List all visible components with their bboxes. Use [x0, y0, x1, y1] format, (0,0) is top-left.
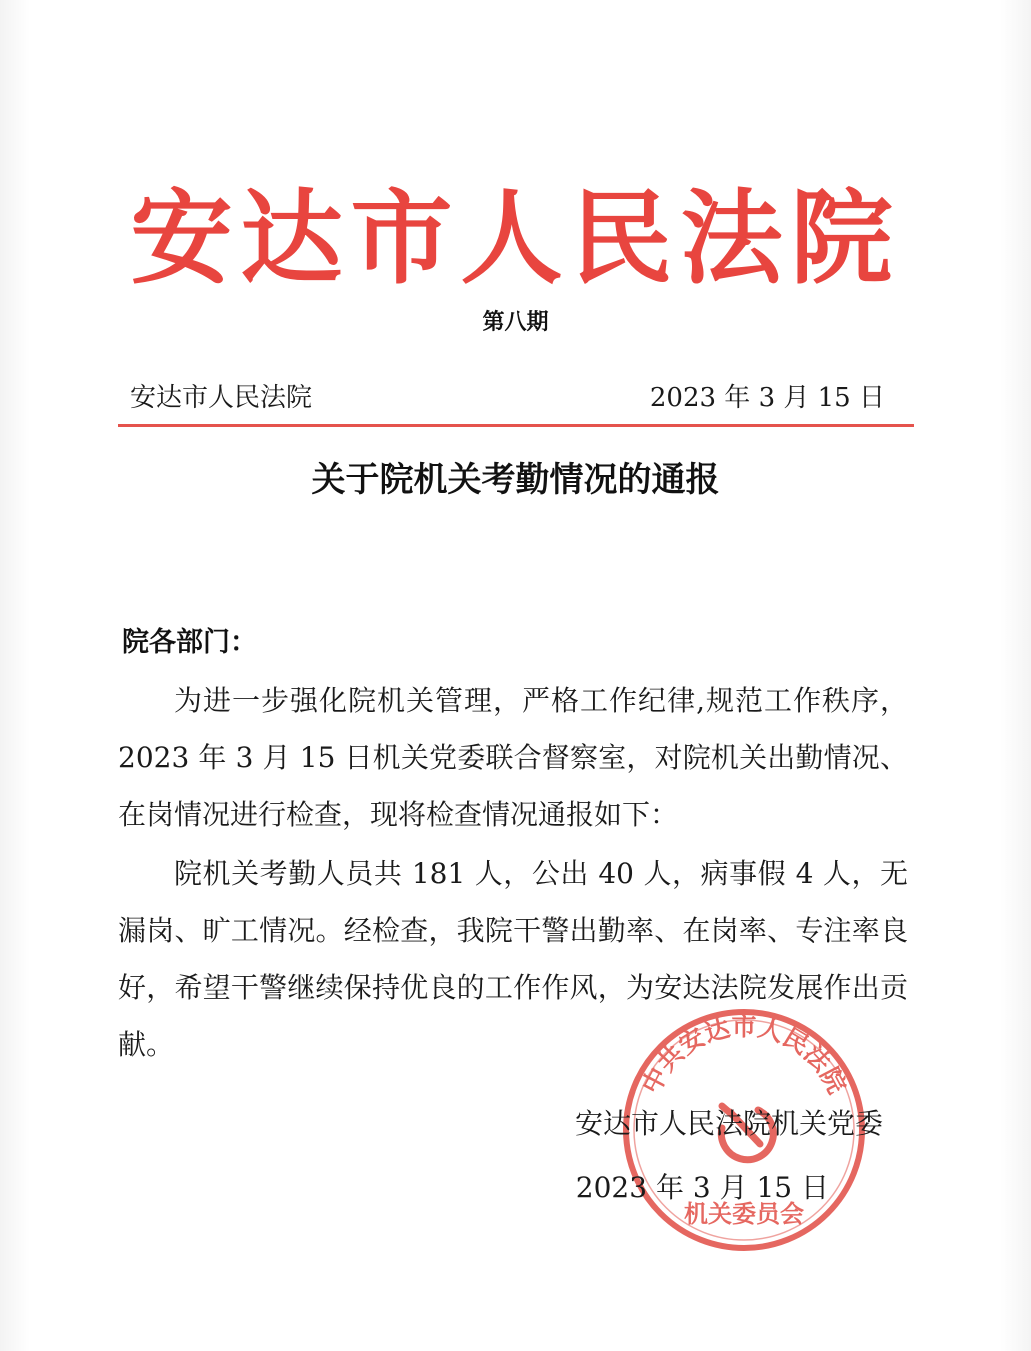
- issuer-name: 安达市人民法院: [130, 383, 313, 413]
- issue-number: 第八期: [482, 310, 549, 335]
- body-paragraph-2: 院机关考勤人员共 181 人，公出 40 人，病事假 4 人，无漏岗、旷工情况。经检查，我院干警出勤率、在岗率、专注率良好，希望干警继续保持优良的工作作风，为安达法院发展作出贡献。: [118, 857, 908, 1061]
- svg-text:机关委员会: 机关委员会: [684, 1200, 804, 1228]
- signature-date: 2023 年 3 月 15 日: [575, 1171, 829, 1204]
- red-divider-line: [118, 424, 914, 427]
- salutation: 院各部门：: [122, 627, 257, 658]
- signature-org: 安达市人民法院机关党委: [574, 1107, 883, 1140]
- svg-text:中共安达市人民法院: 中共安达市人民法院: [636, 1012, 852, 1099]
- masthead-org-name: 安达市人民法院: [130, 180, 901, 299]
- document-title: 关于院机关考勤情况的通报: [311, 460, 720, 500]
- issue-date: 2023 年 3 月 15 日: [649, 383, 885, 413]
- body-paragraph-1: 为进一步强化院机关管理，严格工作纪律,规范工作秩序，2023 年 3 月 15 日机关党委联合督察室，对院机关出勤情况、在岗情况进行检查，现将检查情况通报如下：: [118, 684, 908, 831]
